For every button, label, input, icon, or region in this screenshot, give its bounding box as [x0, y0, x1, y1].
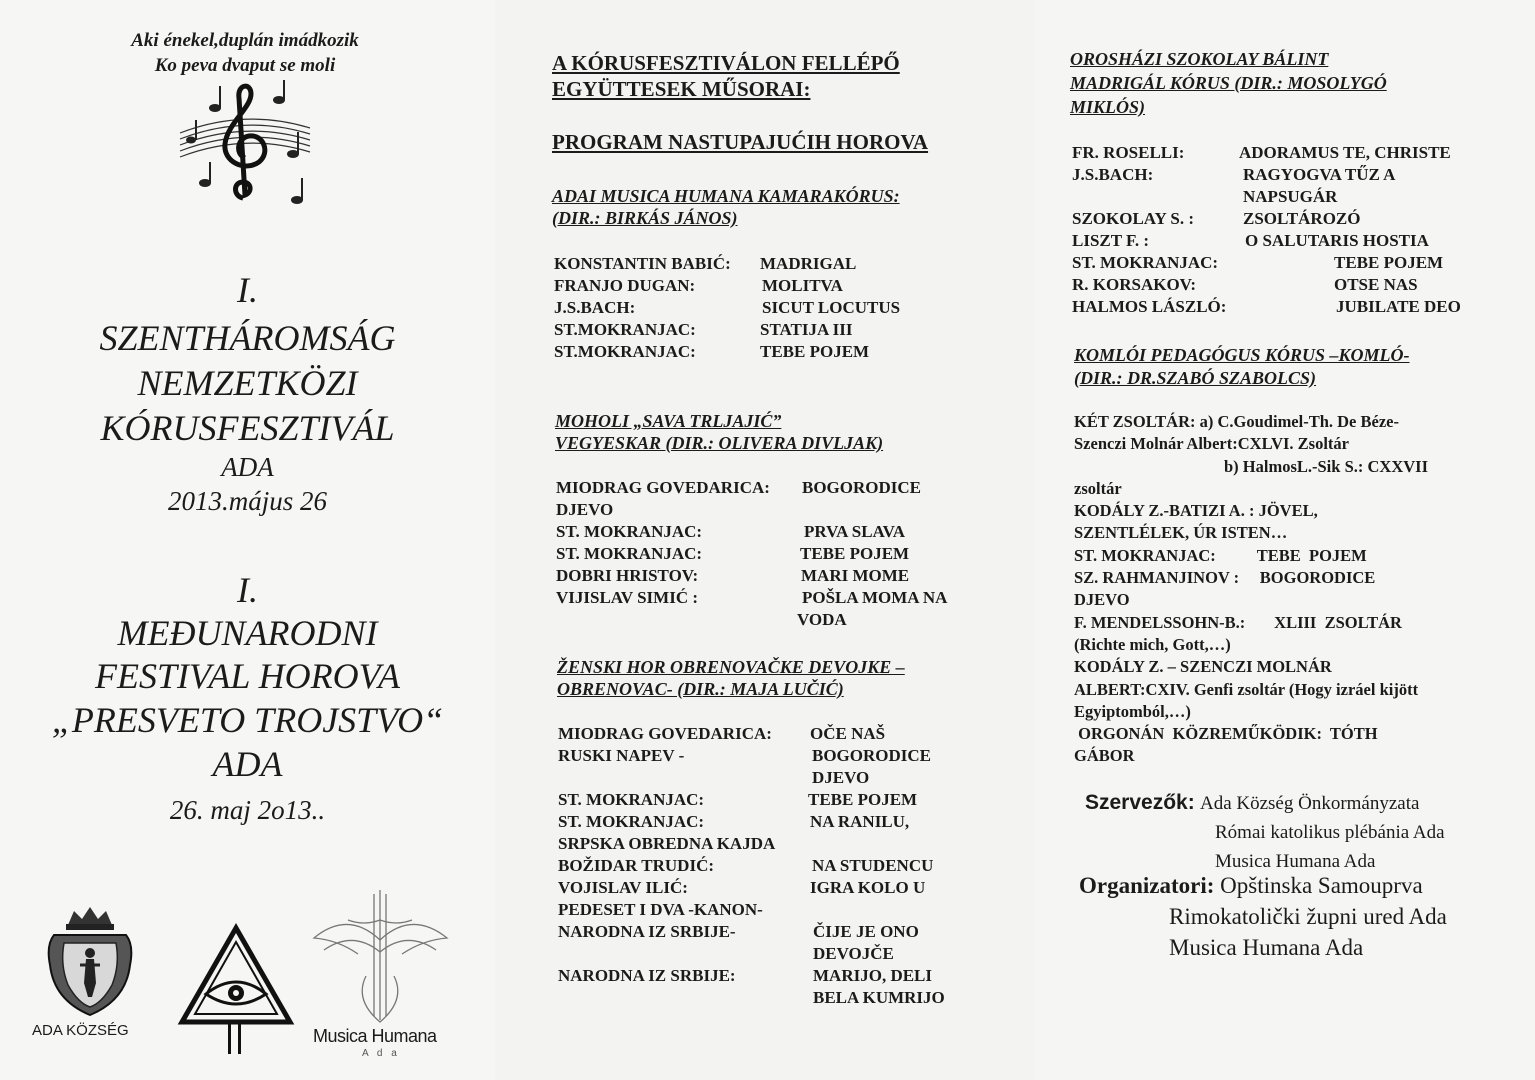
program-heading-sr: PROGRAM NASTUPAJUĆIH HOROVA: [552, 130, 929, 154]
organizer-sr-3: Musica Humana Ada: [1169, 935, 1364, 960]
sr-title-line3: „PRESVETO TROJSTVO“: [51, 700, 444, 740]
program-row: BOŽIDAR TRUDIĆ: NA STUDENCU: [558, 856, 934, 875]
program-row: J.S.BACH: SICUT LOCUTUS: [554, 298, 901, 317]
program-row: ST.MOKRANJAC: STATIJA III: [554, 320, 853, 339]
program-row: MIODRAG GOVEDARICA: OČE NAŠ: [558, 724, 886, 743]
program-row: FR. ROSELLI: ADORAMUS TE, CHRISTE: [1072, 143, 1451, 162]
musica-humana-sub: A d a: [362, 1048, 400, 1059]
program-line: Egyiptomból,…): [1074, 701, 1191, 721]
sr-place: ADA: [212, 744, 283, 784]
choir5-program: [1074, 411, 1428, 768]
program-line: KÉT ZSOLTÁR: a) C.Goudimel-Th. De Béze-: [1074, 412, 1399, 431]
choir2-program: [556, 477, 1016, 631]
program-row: ST. MOKRANJAC: TEBE POJEM: [1072, 253, 1444, 272]
hu-date: 2013.május 26: [167, 486, 327, 516]
program-line: KODÁLY Z.-BATIZI A. : JÖVEL,: [1074, 501, 1318, 521]
organizer-hu-1: Ada Község Önkormányzata: [1199, 793, 1420, 814]
choir4-title-line2: MADRIGÁL KÓRUS (DIR.: MOSOLYGÓ: [1070, 73, 1387, 93]
program-line: KODÁLY Z. – SZENCZI MOLNÁR: [1074, 657, 1332, 677]
choir1-program: [554, 253, 1014, 363]
motto-hu: Aki énekel,duplán imádkozik: [131, 30, 359, 51]
program-row: ST.MOKRANJAC: TEBE POJEM: [554, 342, 870, 361]
choir3-title-line2: OBRENOVAC- (DIR.: MAJA LUČIĆ): [557, 679, 844, 699]
program-row: VODA: [797, 610, 847, 629]
program-row: SZOKOLAY S. : ZSOLTÁROZÓ: [1072, 209, 1361, 228]
program-line: ST. MOKRANJAC: TEBE POJEM: [1074, 545, 1367, 565]
hu-number: I.: [237, 270, 258, 310]
choir4-title-line3: MIKLÓS): [1070, 97, 1146, 117]
program-row: R. KORSAKOV: OTSE NAS: [1072, 275, 1418, 294]
choir3-title-line1: ŽENSKI HOR OBRENOVAČKE DEVOJKE –: [557, 657, 905, 677]
choir4-title-line1: OROSHÁZI SZOKOLAY BÁLINT: [1070, 49, 1329, 69]
sr-date: 26. maj 2o13..: [169, 795, 326, 825]
hu-place: ADA: [221, 452, 274, 482]
program-row: RUSKI NAPEV - BOGORODICE: [558, 746, 932, 765]
hu-title-line2: NEMZETKÖZI: [137, 363, 358, 403]
sr-title-line1: MEĐUNARODNI: [117, 613, 378, 653]
program-row: ST. MOKRANJAC: PRVA SLAVA: [556, 522, 905, 541]
program-panel-right: [1035, 0, 1535, 1080]
program-line: (Richte mich, Gott,…): [1074, 634, 1231, 654]
musica-humana-logo-icon: [308, 880, 453, 1030]
choir1-title-line2: (DIR.: BIRKÁS JÁNOS): [552, 208, 738, 228]
hu-title-line1: SZENTHÁROMSÁG: [99, 318, 396, 358]
organizers-sr-label: Organizatori:: [1079, 873, 1215, 898]
program-heading-line1: A KÓRUSFESZTIVÁLON FELLÉPŐ: [552, 51, 900, 75]
program-line: SZENTLÉLEK, ÚR ISTEN…: [1074, 523, 1288, 543]
program-line: GÁBOR: [1074, 746, 1135, 766]
program-row: BELA KUMRIJO: [813, 988, 945, 1007]
program-line: ORGONÁN KÖZREMŰKÖDIK: TÓTH: [1074, 724, 1378, 744]
program-line: zsoltár: [1074, 478, 1122, 498]
program-row: VIJISLAV SIMIĆ : POŠLA MOMA NA: [556, 588, 948, 607]
program-row: HALMOS LÁSZLÓ: JUBILATE DEO: [1072, 297, 1461, 316]
program-row: DJEVO: [812, 768, 870, 787]
eye-triangle-icon: [176, 922, 296, 1057]
program-row: DJEVO: [556, 500, 614, 519]
program-row: LISZT F. : O SALUTARIS HOSTIA: [1072, 231, 1429, 250]
program-line: DJEVO: [1074, 590, 1130, 610]
organizer-hu-3: Musica Humana Ada: [1215, 851, 1376, 872]
sr-number: I.: [237, 570, 258, 610]
ada-kozseg-label: ADA KÖZSÉG: [32, 1022, 129, 1039]
program-row: ST. MOKRANJAC: TEBE POJEM: [558, 790, 918, 809]
organizers-sr: [1079, 870, 1447, 963]
program-row: KONSTANTIN BABIĆ: MADRIGAL: [554, 254, 857, 273]
choir1-title-line1: ADAI MUSICA HUMANA KAMARAKÓRUS:: [552, 186, 900, 206]
cover-panel: [0, 0, 495, 1080]
program-line: b) HalmosL.-Sik S.: CXXVII: [1224, 456, 1428, 476]
organizer-sr-1: Opštinska Samouprva: [1220, 873, 1423, 898]
program-line: F. MENDELSSOHN-B.: XLIII ZSOLTÁR: [1074, 612, 1402, 632]
musica-humana-label: Musica Humana: [313, 1026, 437, 1046]
program-row: FRANJO DUGAN: MOLITVA: [554, 276, 843, 295]
sr-title-line2: FESTIVAL HOROVA: [95, 656, 400, 696]
program-row: VOJISLAV ILIĆ: IGRA KOLO U: [558, 878, 926, 897]
hu-title-line3: KÓRUSFESZTIVÁL: [100, 408, 395, 448]
program-row: SRPSKA OBREDNA KAJDA: [558, 834, 776, 853]
program-row: MIODRAG GOVEDARICA: BOGORODICE: [556, 478, 922, 497]
program-row: J.S.BACH: RAGYOGVA TŰZ A: [1072, 165, 1396, 184]
program-row: NAPSUGÁR: [1243, 187, 1338, 206]
program-row: PEDESET I DVA -KANON-: [558, 900, 763, 919]
organizer-sr-2: Rimokatolički župni ured Ada: [1169, 904, 1447, 929]
choir2-title-line2: VEGYESKAR (DIR.: OLIVERA DIVLJAK): [555, 433, 884, 453]
organizers-hu: [1085, 788, 1445, 876]
choir5-title-line1: KOMLÓI PEDAGÓGUS KÓRUS –KOMLÓ-: [1074, 345, 1410, 365]
program-row: NARODNA IZ SRBIJE- ČIJE JE ONO: [558, 922, 919, 941]
program-line: ALBERT:CXIV. Genfi zsoltár (Hogy izráel kijött: [1074, 679, 1419, 699]
program-line: SZ. RAHMANJINOV : BOGORODICE: [1074, 568, 1376, 588]
organizers-hu-label: Szervezők:: [1085, 791, 1195, 814]
ada-coat-of-arms-icon: [40, 905, 140, 1020]
program-heading-line2: EGYÜTTESEK MŰSORAI:: [552, 77, 811, 101]
choir5-title-line2: (DIR.: DR.SZABÓ SZABOLCS): [1074, 368, 1317, 388]
program-panel: [495, 0, 1035, 1080]
choir4-program: [1072, 142, 1527, 318]
treble-clef-notes-icon: [175, 78, 315, 213]
program-row: DEVOJČE: [813, 944, 894, 963]
choir3-program: [558, 723, 1018, 1009]
program-row: DOBRI HRISTOV: MARI MOME: [556, 566, 910, 585]
program-row: ST. MOKRANJAC: NA RANILU,: [558, 812, 910, 831]
motto-sr: Ko peva dvaput se moli: [154, 55, 336, 76]
organizer-hu-2: Római katolikus plébánia Ada: [1215, 822, 1445, 843]
program-row: NARODNA IZ SRBIJE: MARIJO, DELI: [558, 966, 933, 985]
program-row: ST. MOKRANJAC: TEBE POJEM: [556, 544, 910, 563]
program-line: Szenczi Molnár Albert:CXLVI. Zsoltár: [1074, 434, 1349, 454]
choir2-title-line1: MOHOLI „SAVA TRLJAJIĆ”: [555, 411, 782, 431]
